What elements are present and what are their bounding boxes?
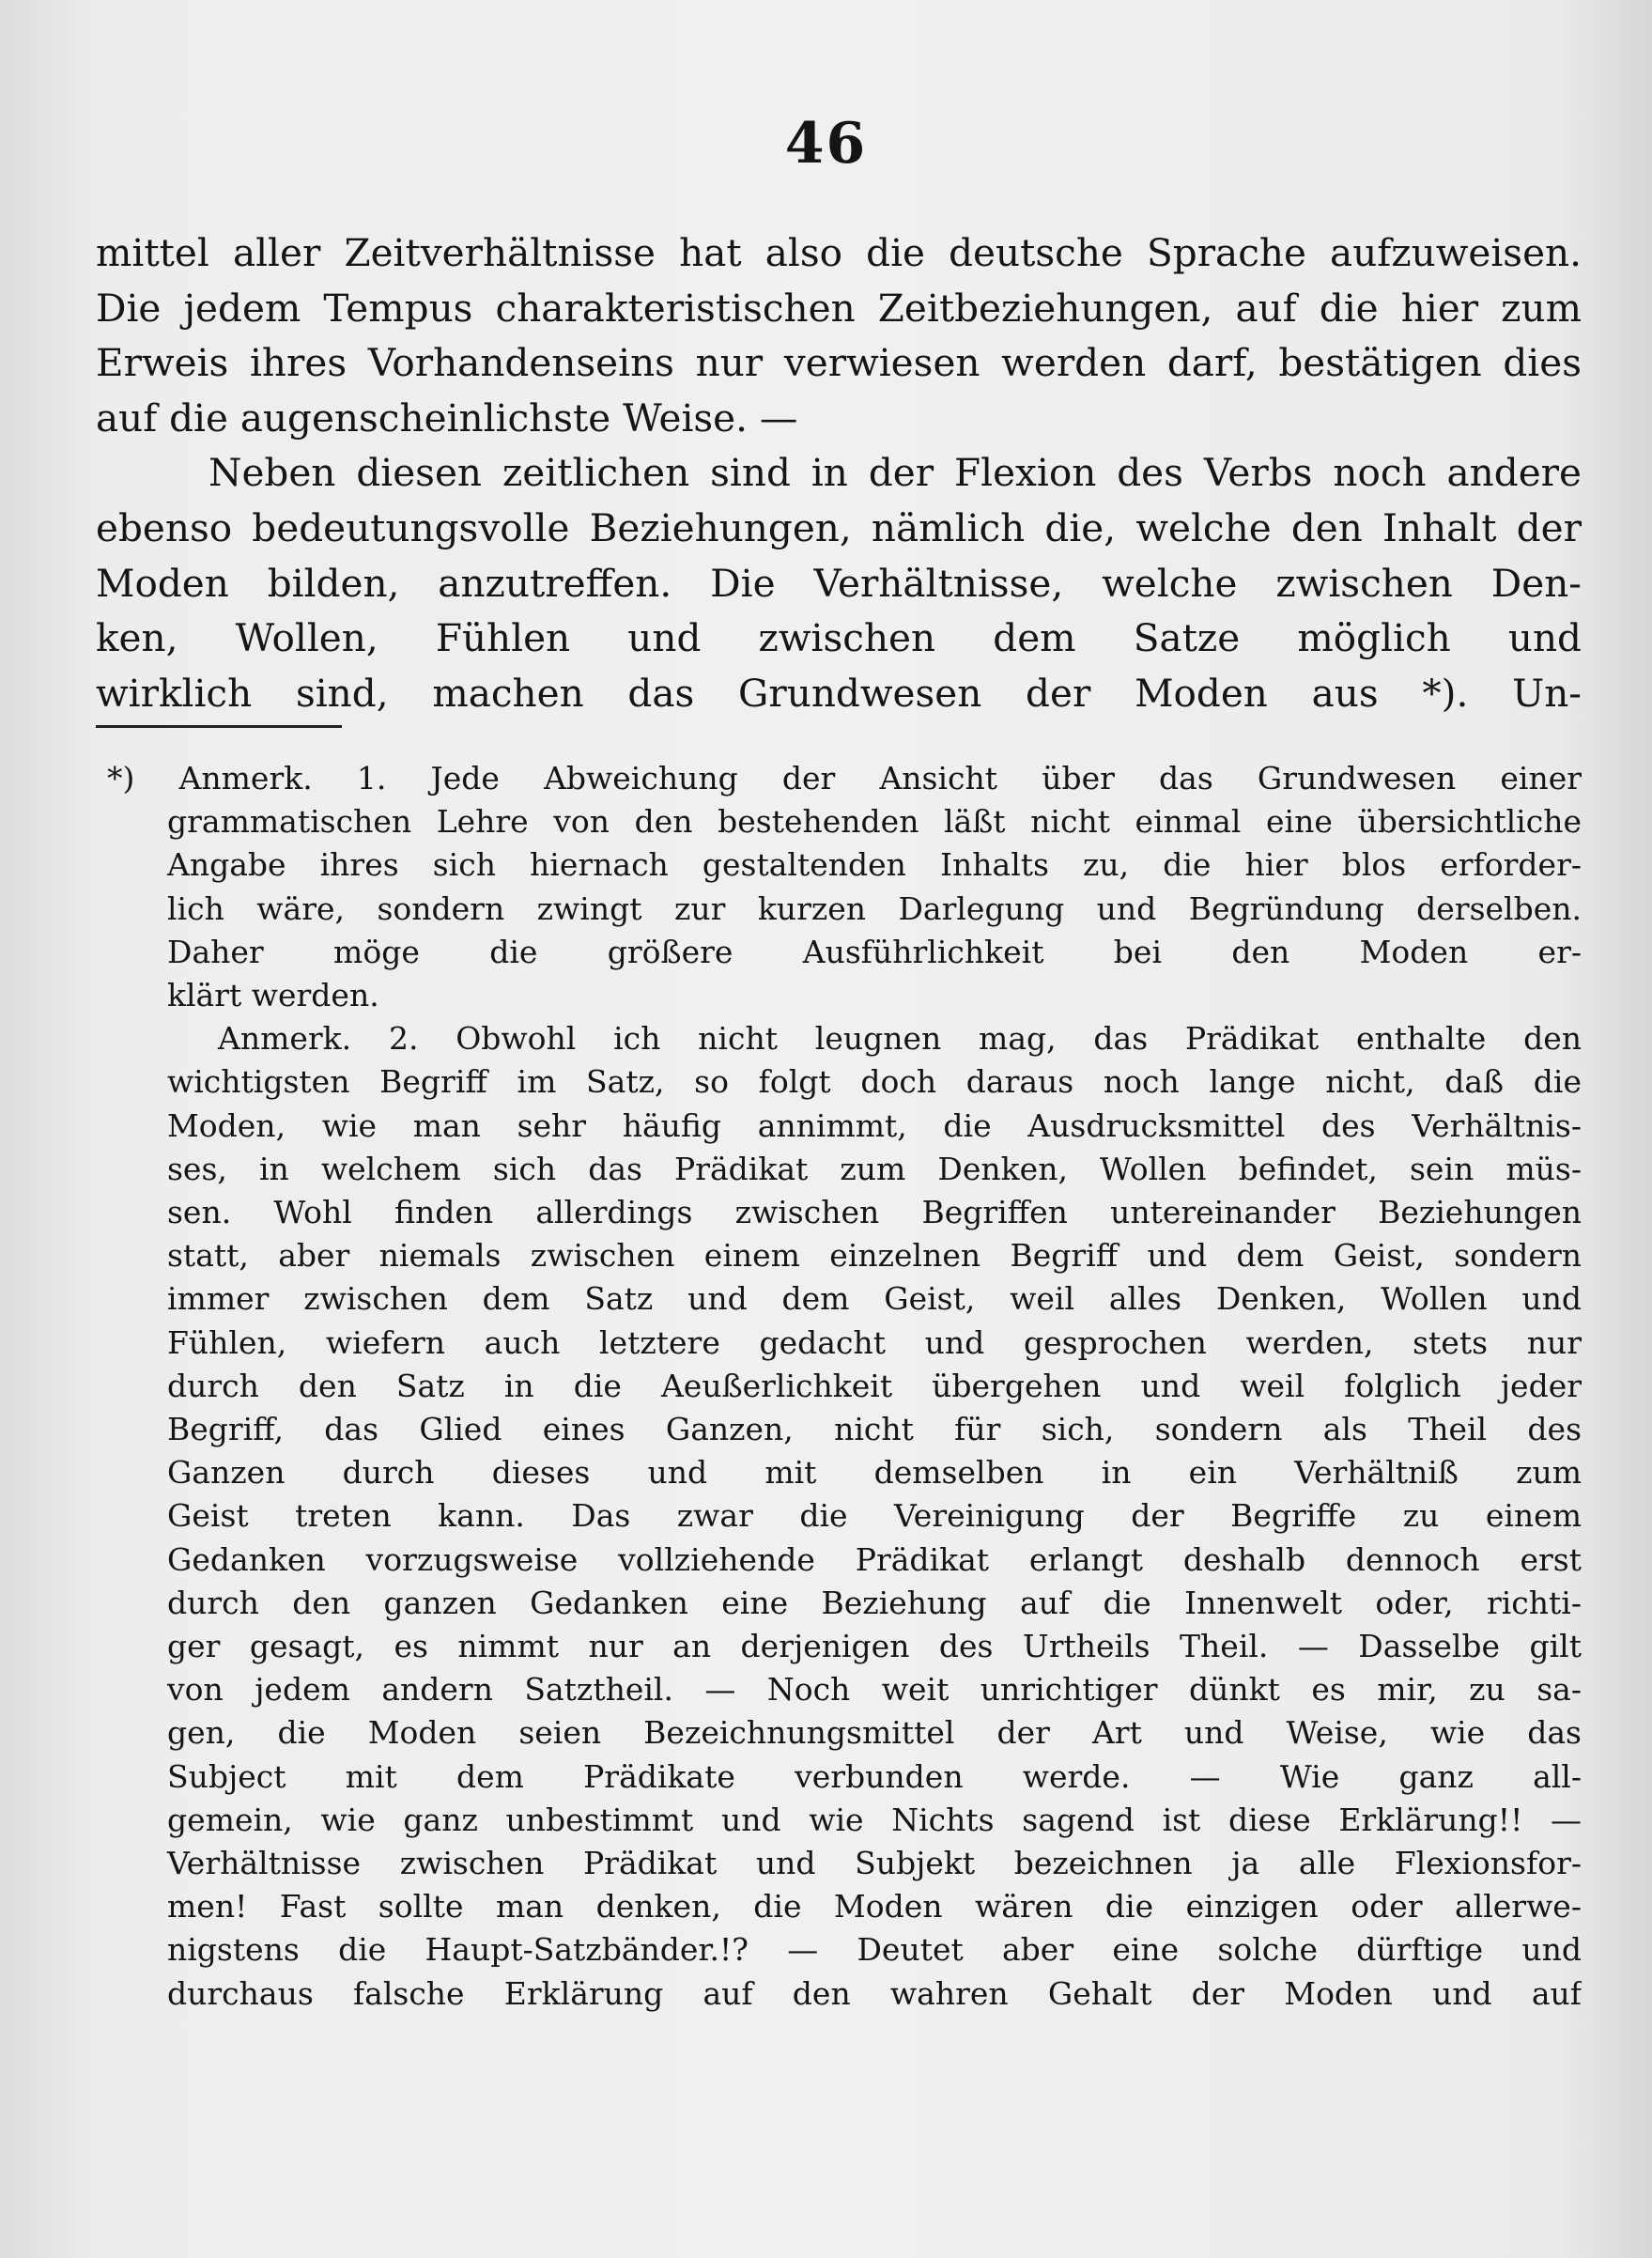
footnote-line: *) Anmerk. 1. Jede Abweichung der Ansicht über das Grundwesen einer	[107, 760, 1582, 796]
text-line: mittel aller Zeitverhältnisse hat also die deutsche Sprache aufzuweisen.	[96, 230, 1582, 275]
page-number: 46	[784, 111, 868, 177]
footnote-line: wichtigsten Begriff im Satz, so folgt doch daraus noch lange nicht, daß die	[167, 1063, 1582, 1101]
footnote-line: Verhältnisse zwischen Prädikat und Subjekt bezeichnen ja alle Flexionsfor-	[167, 1845, 1582, 1882]
footnote-line: Ganzen durch dieses und mit demselben in ein Verhältniß zum	[167, 1454, 1582, 1492]
footnote-line: durch den ganzen Gedanken eine Beziehung auf die Innenwelt oder, richti-	[167, 1584, 1582, 1621]
footnote-line: nigstens die Haupt-Satzbänder.!? — Deutet aber eine solche dürftige und	[167, 1931, 1582, 1969]
text-line: Die jedem Tempus charakteristischen Zeitbeziehungen, auf die hier zum	[96, 285, 1582, 331]
footnote-line: statt, aber niemals zwischen einem einzelnen Begriff und dem Geist, sondern	[167, 1237, 1582, 1275]
text-line: ebenso bedeutungsvolle Beziehungen, nämlich die, welche den Inhalt der	[96, 504, 1582, 550]
text-line: ken, Wollen, Fühlen und zwischen dem Satze möglich und	[96, 615, 1582, 661]
footnote-line: Subject mit dem Prädikate verbunden werde. — Wie ganz all-	[167, 1757, 1582, 1795]
footnote-line: ses, in welchem sich das Prädikat zum Denken, Wollen befindet, sein müs-	[167, 1150, 1582, 1187]
footnote-line: durch den Satz in die Aeußerlichkeit übergehen und weil folglich jeder	[167, 1367, 1582, 1404]
footnote-line: grammatischen Lehre von den bestehenden läßt nicht einmal eine übersichtliche	[167, 803, 1582, 841]
text-line: Neben diesen zeitlichen sind in der Flexion des Verbs noch andere	[208, 450, 1582, 496]
footnote-line: men! Fast sollte man denken, die Moden wären die einzigen oder allerwe-	[167, 1888, 1582, 1925]
footnote-line: Begriff, das Glied eines Ganzen, nicht für sich, sondern als Theil des	[167, 1411, 1582, 1448]
footnote-line: gen, die Moden seien Bezeichnungsmittel der Art und Weise, wie das	[167, 1714, 1582, 1752]
footnote-line: gemein, wie ganz unbestimmt und wie Nichts sagend ist diese Erklärung!! —	[167, 1801, 1582, 1838]
text-line: wirklich sind, machen das Grundwesen der Moden aus *). Un-	[96, 670, 1582, 716]
footnote-line: klärt werden.	[167, 977, 379, 1014]
footnote-line: Anmerk. 2. Obwohl ich nicht leugnen mag, das Prädikat enthalte den	[218, 1020, 1582, 1058]
footnote-line: sen. Wohl finden allerdings zwischen Begriffen untereinander Beziehungen	[167, 1194, 1582, 1231]
footnote-line: Daher möge die größere Ausführlichkeit bei den Moden er-	[167, 933, 1582, 970]
footnotes	[96, 757, 1582, 2016]
footnote-line: Gedanken vorzugsweise vollziehende Prädikat erlangt deshalb dennoch erst	[167, 1540, 1582, 1578]
footnote-line: Angabe ihres sich hiernach gestaltenden Inhalts zu, die hier blos erforder-	[167, 846, 1582, 884]
footnote-line: Fühlen, wiefern auch letztere gedacht und gesprochen werden, stets nur	[167, 1323, 1582, 1361]
footnote-line: durchaus falsche Erklärung auf den wahren Gehalt der Moden und auf	[167, 1974, 1582, 2012]
footnote-line: Geist treten kann. Das zwar die Vereinigung der Begriffe zu einem	[167, 1497, 1582, 1535]
footnote-divider	[96, 725, 342, 728]
text-line: auf die augenscheinlichste Weise. —	[96, 394, 798, 441]
footnote-line: ger gesagt, es nimmt nur an derjenigen des Urtheils Theil. — Dasselbe gilt	[167, 1628, 1582, 1665]
text-line: Erweis ihres Vorhandenseins nur verwiesen werden darf, bestätigen dies	[96, 340, 1582, 386]
footnote-line: Moden, wie man sehr häufig annimmt, die Ausdrucksmittel des Verhältnis-	[167, 1106, 1582, 1144]
footnote-line: von jedem andern Satztheil. — Noch weit unrichtiger dünkt es mir, zu sa-	[167, 1671, 1582, 1709]
footnote-line: lich wäre, sondern zwingt zur kurzen Darlegung und Begründung derselben.	[167, 889, 1582, 927]
footnote-line: immer zwischen dem Satz und dem Geist, weil alles Denken, Wollen und	[167, 1280, 1582, 1318]
text-line: Moden bilden, anzutreffen. Die Verhältnisse, welche zwischen Den-	[96, 560, 1582, 606]
main-text	[96, 225, 1582, 720]
